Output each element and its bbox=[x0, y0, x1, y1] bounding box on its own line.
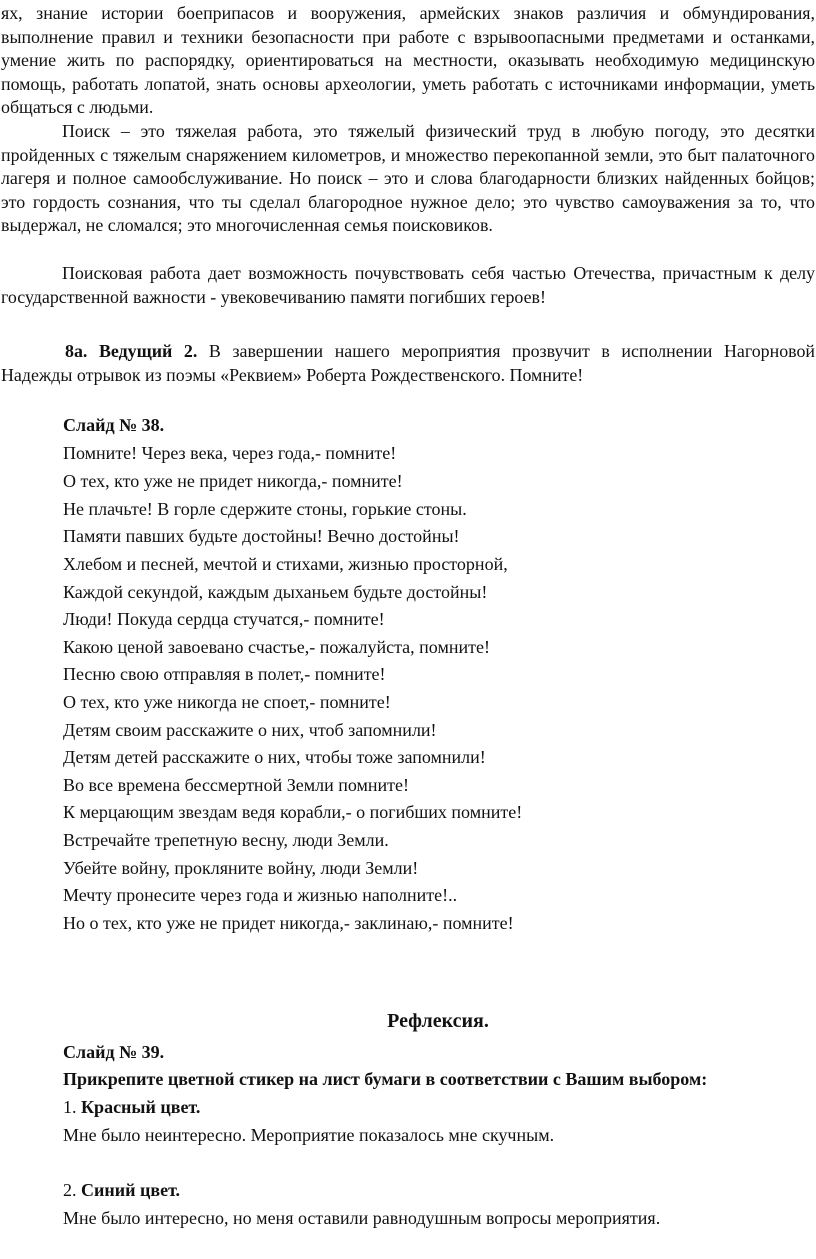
poem-line: Песню свою отправляя в полет,- помните! bbox=[63, 664, 386, 684]
option-blue-header bbox=[63, 1178, 815, 1202]
option-color-label: Красный цвет. bbox=[81, 1097, 201, 1117]
poem-line: Но о тех, кто уже не придет никогда,- заклинаю,- помните! bbox=[63, 913, 514, 933]
host-label: 8а. Ведущий 2. bbox=[65, 341, 198, 361]
option-number: 2. bbox=[63, 1180, 77, 1200]
reflection-heading: Рефлексия. bbox=[387, 1010, 489, 1032]
poem-line: Помните! Через века, через года,- помните! bbox=[63, 443, 397, 463]
poem-line: Какою ценой завоевано счастье,- пожалуйста, помните! bbox=[63, 637, 490, 657]
poem-line: Детям детей расскажите о них, чтобы тоже запомнили! bbox=[63, 747, 486, 767]
poem-line: О тех, кто уже не придет никогда,- помните! bbox=[63, 471, 403, 491]
option-blue-text: Мне было интересно, но меня оставили равнодушным вопросы мероприятия. bbox=[63, 1208, 661, 1228]
host-paragraph bbox=[1, 340, 815, 387]
poem-line: Во все времена бессмертной Земли помните! bbox=[63, 775, 410, 795]
option-color-label: Синий цвет. bbox=[81, 1180, 181, 1200]
poem-line: Убейте войну, прокляните войну, люди Земли! bbox=[63, 858, 419, 878]
reflection-instruction: Прикрепите цветной стикер на лист бумаги в соответствии с Вашим выбором: bbox=[63, 1069, 708, 1089]
poem-line: Памяти павших будьте достойны! Вечно достойны! bbox=[63, 526, 460, 546]
poem-line: Люди! Покуда сердца стучатся,- помните! bbox=[63, 609, 385, 629]
intro-paragraph-1: ях, знание истории боеприпасов и вооружения, армейских знаков различия и обмундирования, выполнение правил и техники безопасности при работе с взрывоопасными предметами и останками, умение жить по распорядку, ориентироваться на местности, оказывать необходимую медицинскую помощь, работать лопатой, знать основы археологии, уметь работать с источниками информации, уметь общаться с людьми. bbox=[1, 3, 815, 118]
poem-line: Не плачьте! В горле сдержите стоны, горькие стоны. bbox=[63, 499, 467, 519]
intro-paragraph-3: Поисковая работа дает возможность почувствовать себя частью Отечества, причастным к делу государственной важности - увековечиванию памяти погибших героев! bbox=[1, 263, 815, 307]
poem-line: О тех, кто уже никогда не споет,- помните! bbox=[63, 692, 391, 712]
intro-paragraph-2: Поиск – это тяжелая работа, это тяжелый физический труд в любую погоду, это десятки пройденных с тяжелым снаряжением километров, и множество перекопанной земли, это быт палаточного лагеря и полное самообслуживание. Но поиск – это и слова благодарности близких найденных бойцов; это гордость сознания, что ты сделал благородное нужное дело; это чувство самоуважения за то, что выдержал, не сломался; это многочисленная семья поисковиков. bbox=[1, 121, 815, 236]
slide-39-title: Слайд № 39. bbox=[63, 1042, 165, 1062]
poem-line: К мерцающим звездам ведя корабли,- о погибших помните! bbox=[63, 802, 523, 822]
poem-line: Мечту пронесите через года и жизнью наполните!.. bbox=[63, 885, 458, 905]
option-red-text: Мне было неинтересно. Мероприятие показалось мне скучным. bbox=[63, 1125, 555, 1145]
poem-line: Каждой секундой, каждым дыханьем будьте достойны! bbox=[63, 582, 488, 602]
poem-line: Встречайте трепетную весну, люди Земли. bbox=[63, 830, 389, 850]
option-number: 1. bbox=[63, 1097, 77, 1117]
slide-38-title: Слайд № 38. bbox=[63, 415, 165, 435]
option-red-header bbox=[63, 1095, 815, 1119]
poem-line: Хлебом и песней, мечтой и стихами, жизнью просторной, bbox=[63, 554, 508, 574]
host-text: В завершении нашего мероприятия прозвучит в исполнении Нагорновой Надежды отрывок из поэмы «Реквием» Роберта Рождественского. Помните! bbox=[1, 341, 815, 385]
poem-line: Детям своим расскажите о них, чтоб запомнили! bbox=[63, 720, 437, 740]
